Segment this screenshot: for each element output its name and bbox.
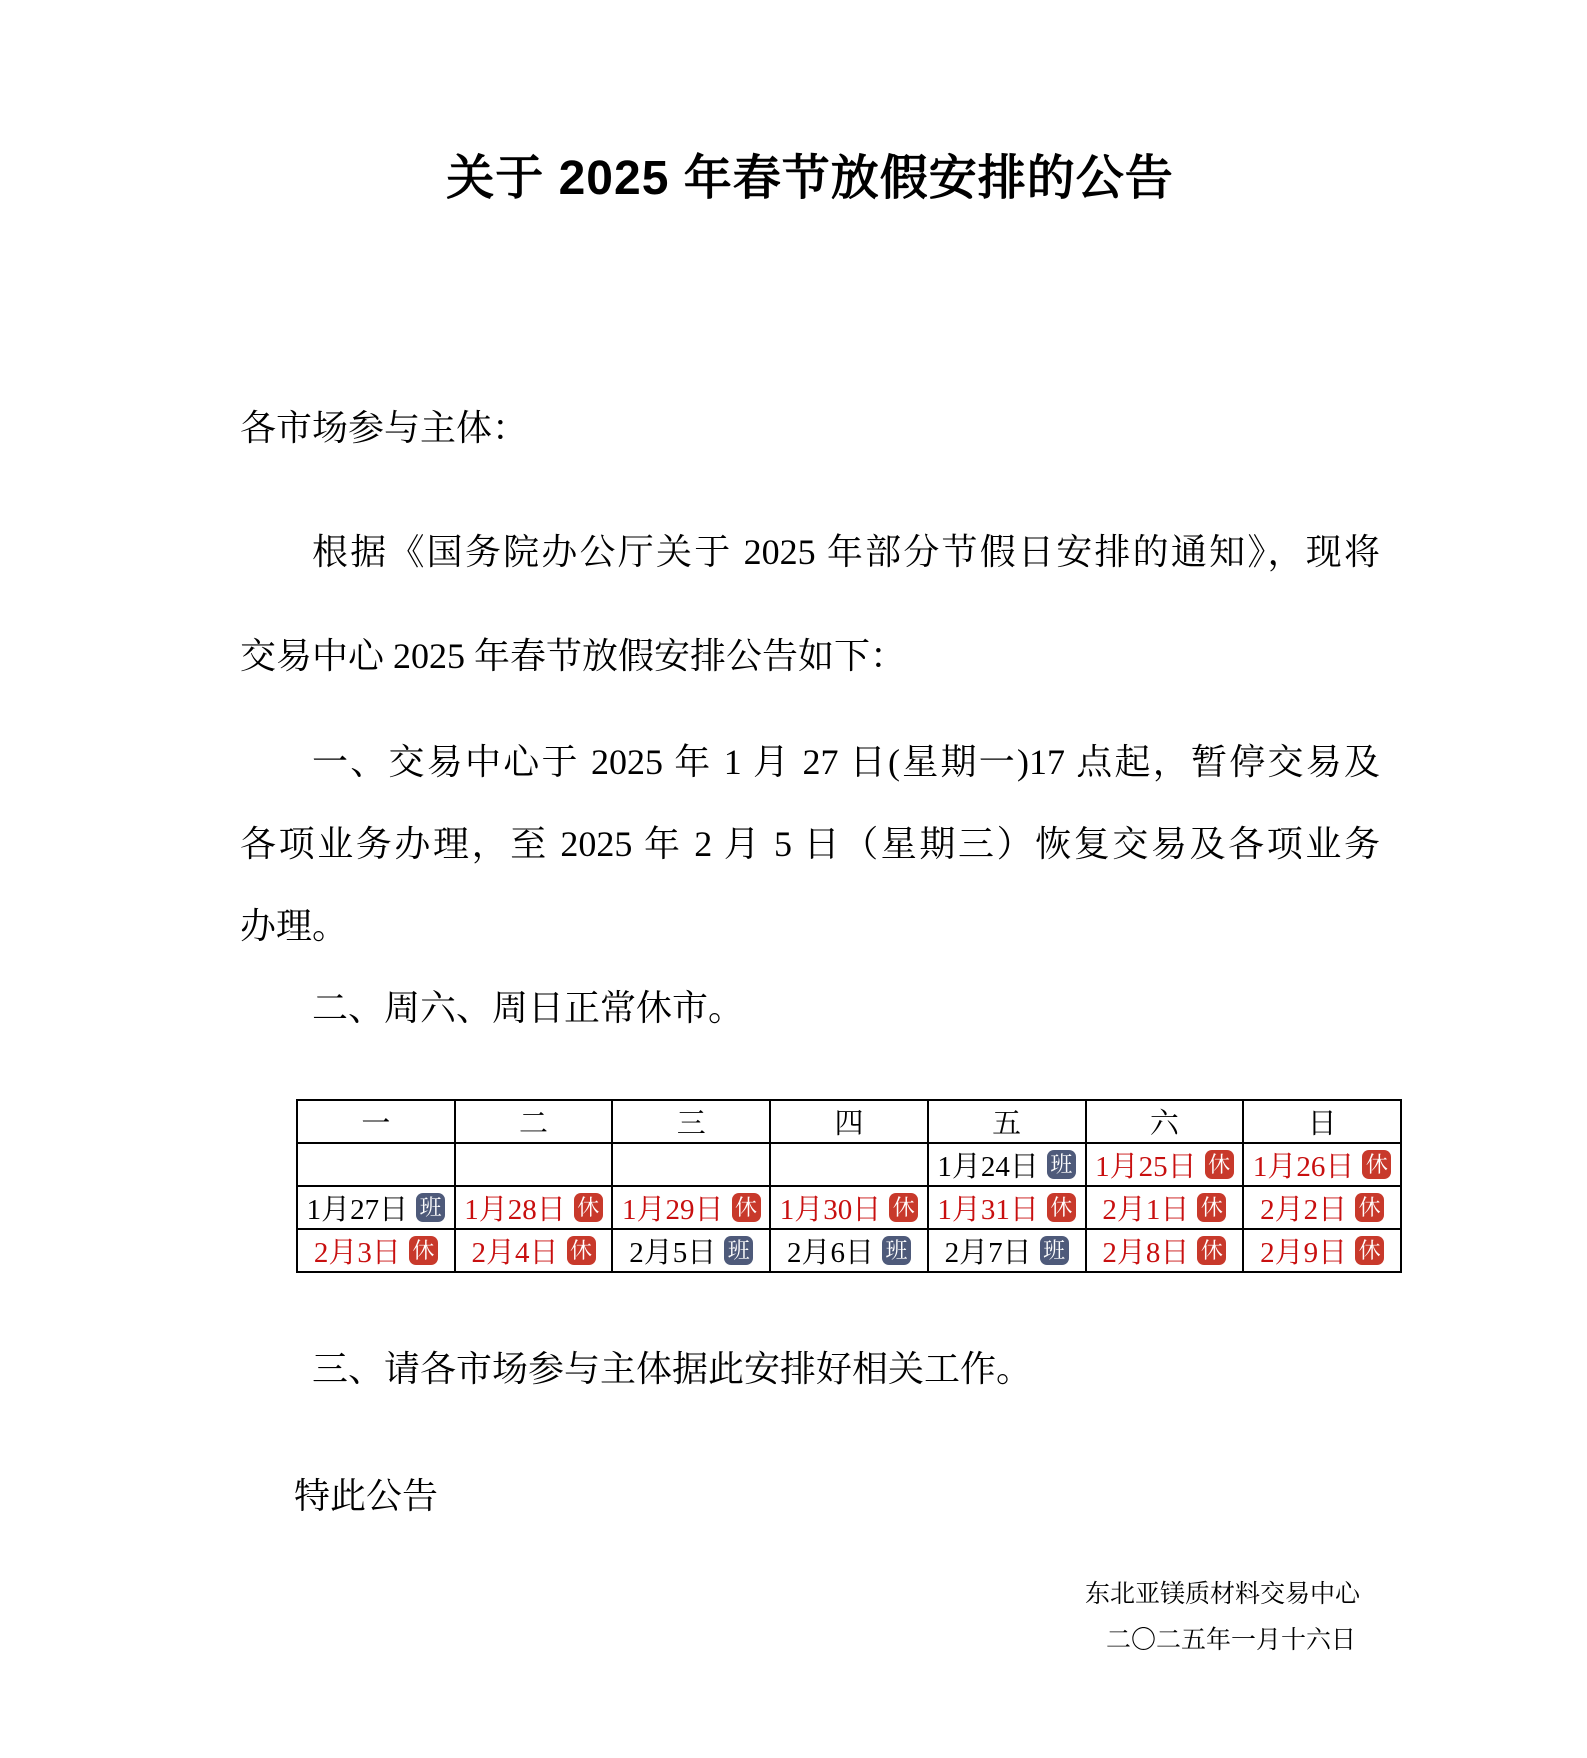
calendar-cell bbox=[612, 1143, 770, 1186]
calendar-cell bbox=[1086, 1229, 1244, 1272]
calendar-cell bbox=[612, 1229, 770, 1272]
calendar-date: 2月5日 bbox=[629, 1237, 717, 1269]
calendar-date: 1月29日 bbox=[622, 1194, 724, 1226]
calendar-cell bbox=[1086, 1186, 1244, 1229]
calendar-cell bbox=[928, 1143, 1086, 1186]
calendar-date: 1月27日 bbox=[306, 1194, 409, 1226]
document-content bbox=[240, 0, 1388, 1656]
paragraph-line: 根据《国务院办公厅关于 2025 年部分节假日安排的通知》，现将 bbox=[312, 532, 1380, 572]
calendar-date: 2月6日 bbox=[786, 1237, 874, 1269]
calendar-date: 2月1日 bbox=[1102, 1194, 1190, 1226]
calendar-cell bbox=[928, 1186, 1086, 1229]
calendar-date: 1月30日 bbox=[779, 1194, 882, 1226]
work-day-badge: 班 bbox=[1040, 1236, 1069, 1265]
paragraph-basis bbox=[240, 500, 1380, 708]
rest-day-badge: 休 bbox=[567, 1236, 596, 1265]
work-day-badge: 班 bbox=[724, 1236, 753, 1265]
calendar-body bbox=[297, 1143, 1401, 1272]
issue-date: 二〇二五年一月十六日 bbox=[1105, 1627, 1356, 1654]
paragraph-line: 交易中心 2025 年春节放假安排公告如下： bbox=[240, 636, 907, 676]
calendar-date: 1月31日 bbox=[937, 1194, 1039, 1226]
calendar-cell bbox=[770, 1229, 928, 1272]
paragraph-line: 办理。 bbox=[240, 906, 349, 946]
calendar-cell bbox=[928, 1229, 1086, 1272]
calendar-cell bbox=[1243, 1229, 1401, 1272]
calendar-cell bbox=[770, 1143, 928, 1186]
work-day-badge: 班 bbox=[1047, 1150, 1076, 1179]
calendar-row bbox=[297, 1143, 1401, 1186]
calendar-cell bbox=[455, 1186, 613, 1229]
calendar-row bbox=[297, 1229, 1401, 1272]
calendar-header-row bbox=[297, 1100, 1401, 1143]
rest-day-badge: 休 bbox=[1047, 1193, 1076, 1222]
calendar-weekday-header: 五 bbox=[928, 1100, 1086, 1143]
paragraph-item-2 bbox=[240, 967, 1380, 1049]
paragraph-line: 二、周六、周日正常休市。 bbox=[312, 988, 745, 1028]
closing-statement: 特此公告 bbox=[294, 1476, 439, 1516]
calendar-cell bbox=[297, 1186, 455, 1229]
calendar-row bbox=[297, 1186, 1401, 1229]
calendar-weekday-header: 三 bbox=[612, 1100, 770, 1143]
rest-day-badge: 休 bbox=[1355, 1236, 1384, 1265]
rest-day-badge: 休 bbox=[574, 1193, 603, 1222]
rest-day-badge: 休 bbox=[1205, 1150, 1234, 1179]
paragraph-line: 三、请各市场参与主体据此安排好相关工作。 bbox=[312, 1349, 1033, 1389]
calendar-date: 2月4日 bbox=[471, 1237, 559, 1269]
salutation: 各市场参与主体： bbox=[240, 408, 529, 448]
calendar-date: 1月24日 bbox=[937, 1151, 1039, 1183]
rest-day-badge: 休 bbox=[409, 1236, 438, 1265]
calendar-cell bbox=[297, 1229, 455, 1272]
holiday-calendar-table bbox=[296, 1099, 1402, 1273]
calendar-date: 1月25日 bbox=[1095, 1151, 1197, 1183]
calendar-weekday-header: 一 bbox=[297, 1100, 455, 1143]
paragraph-line: 各项业务办理，至 2025 年 2 月 5 日（星期三）恢复交易及各项业务 bbox=[240, 824, 1380, 864]
rest-day-badge: 休 bbox=[1197, 1236, 1226, 1265]
paragraph-item-1 bbox=[240, 721, 1380, 967]
calendar-cell bbox=[455, 1229, 613, 1272]
rest-day-badge: 休 bbox=[1362, 1150, 1391, 1179]
calendar-weekday-header: 日 bbox=[1243, 1100, 1401, 1143]
calendar-cell bbox=[1086, 1143, 1244, 1186]
calendar-date: 1月26日 bbox=[1252, 1151, 1355, 1183]
calendar-date: 2月3日 bbox=[313, 1237, 401, 1269]
calendar-date: 2月9日 bbox=[1260, 1237, 1348, 1269]
calendar-cell bbox=[1243, 1186, 1401, 1229]
calendar-cell bbox=[1243, 1143, 1401, 1186]
calendar-date: 2月7日 bbox=[944, 1237, 1032, 1269]
calendar-cell bbox=[297, 1143, 455, 1186]
work-day-badge: 班 bbox=[416, 1193, 445, 1222]
calendar-date: 1月28日 bbox=[464, 1194, 566, 1226]
calendar-weekday-header: 四 bbox=[770, 1100, 928, 1143]
page-title: 关于 2025 年春节放假安排的公告 bbox=[446, 152, 1174, 205]
paragraph-line: 一、交易中心于 2025 年 1 月 27 日(星期一)17 点起，暂停交易及 bbox=[312, 742, 1380, 782]
calendar-cell bbox=[770, 1186, 928, 1229]
calendar-date: 2月8日 bbox=[1102, 1237, 1190, 1269]
calendar-cell bbox=[455, 1143, 613, 1186]
calendar-cell bbox=[612, 1186, 770, 1229]
paragraph-item-3 bbox=[240, 1328, 1380, 1410]
work-day-badge: 班 bbox=[882, 1236, 911, 1265]
calendar-weekday-header: 二 bbox=[455, 1100, 613, 1143]
rest-day-badge: 休 bbox=[1355, 1193, 1384, 1222]
rest-day-badge: 休 bbox=[889, 1193, 918, 1222]
rest-day-badge: 休 bbox=[732, 1193, 761, 1222]
rest-day-badge: 休 bbox=[1197, 1193, 1226, 1222]
calendar-date: 2月2日 bbox=[1260, 1194, 1348, 1226]
calendar-weekday-header: 六 bbox=[1086, 1100, 1244, 1143]
issuer-signature: 东北亚镁质材料交易中心 bbox=[1084, 1581, 1360, 1608]
